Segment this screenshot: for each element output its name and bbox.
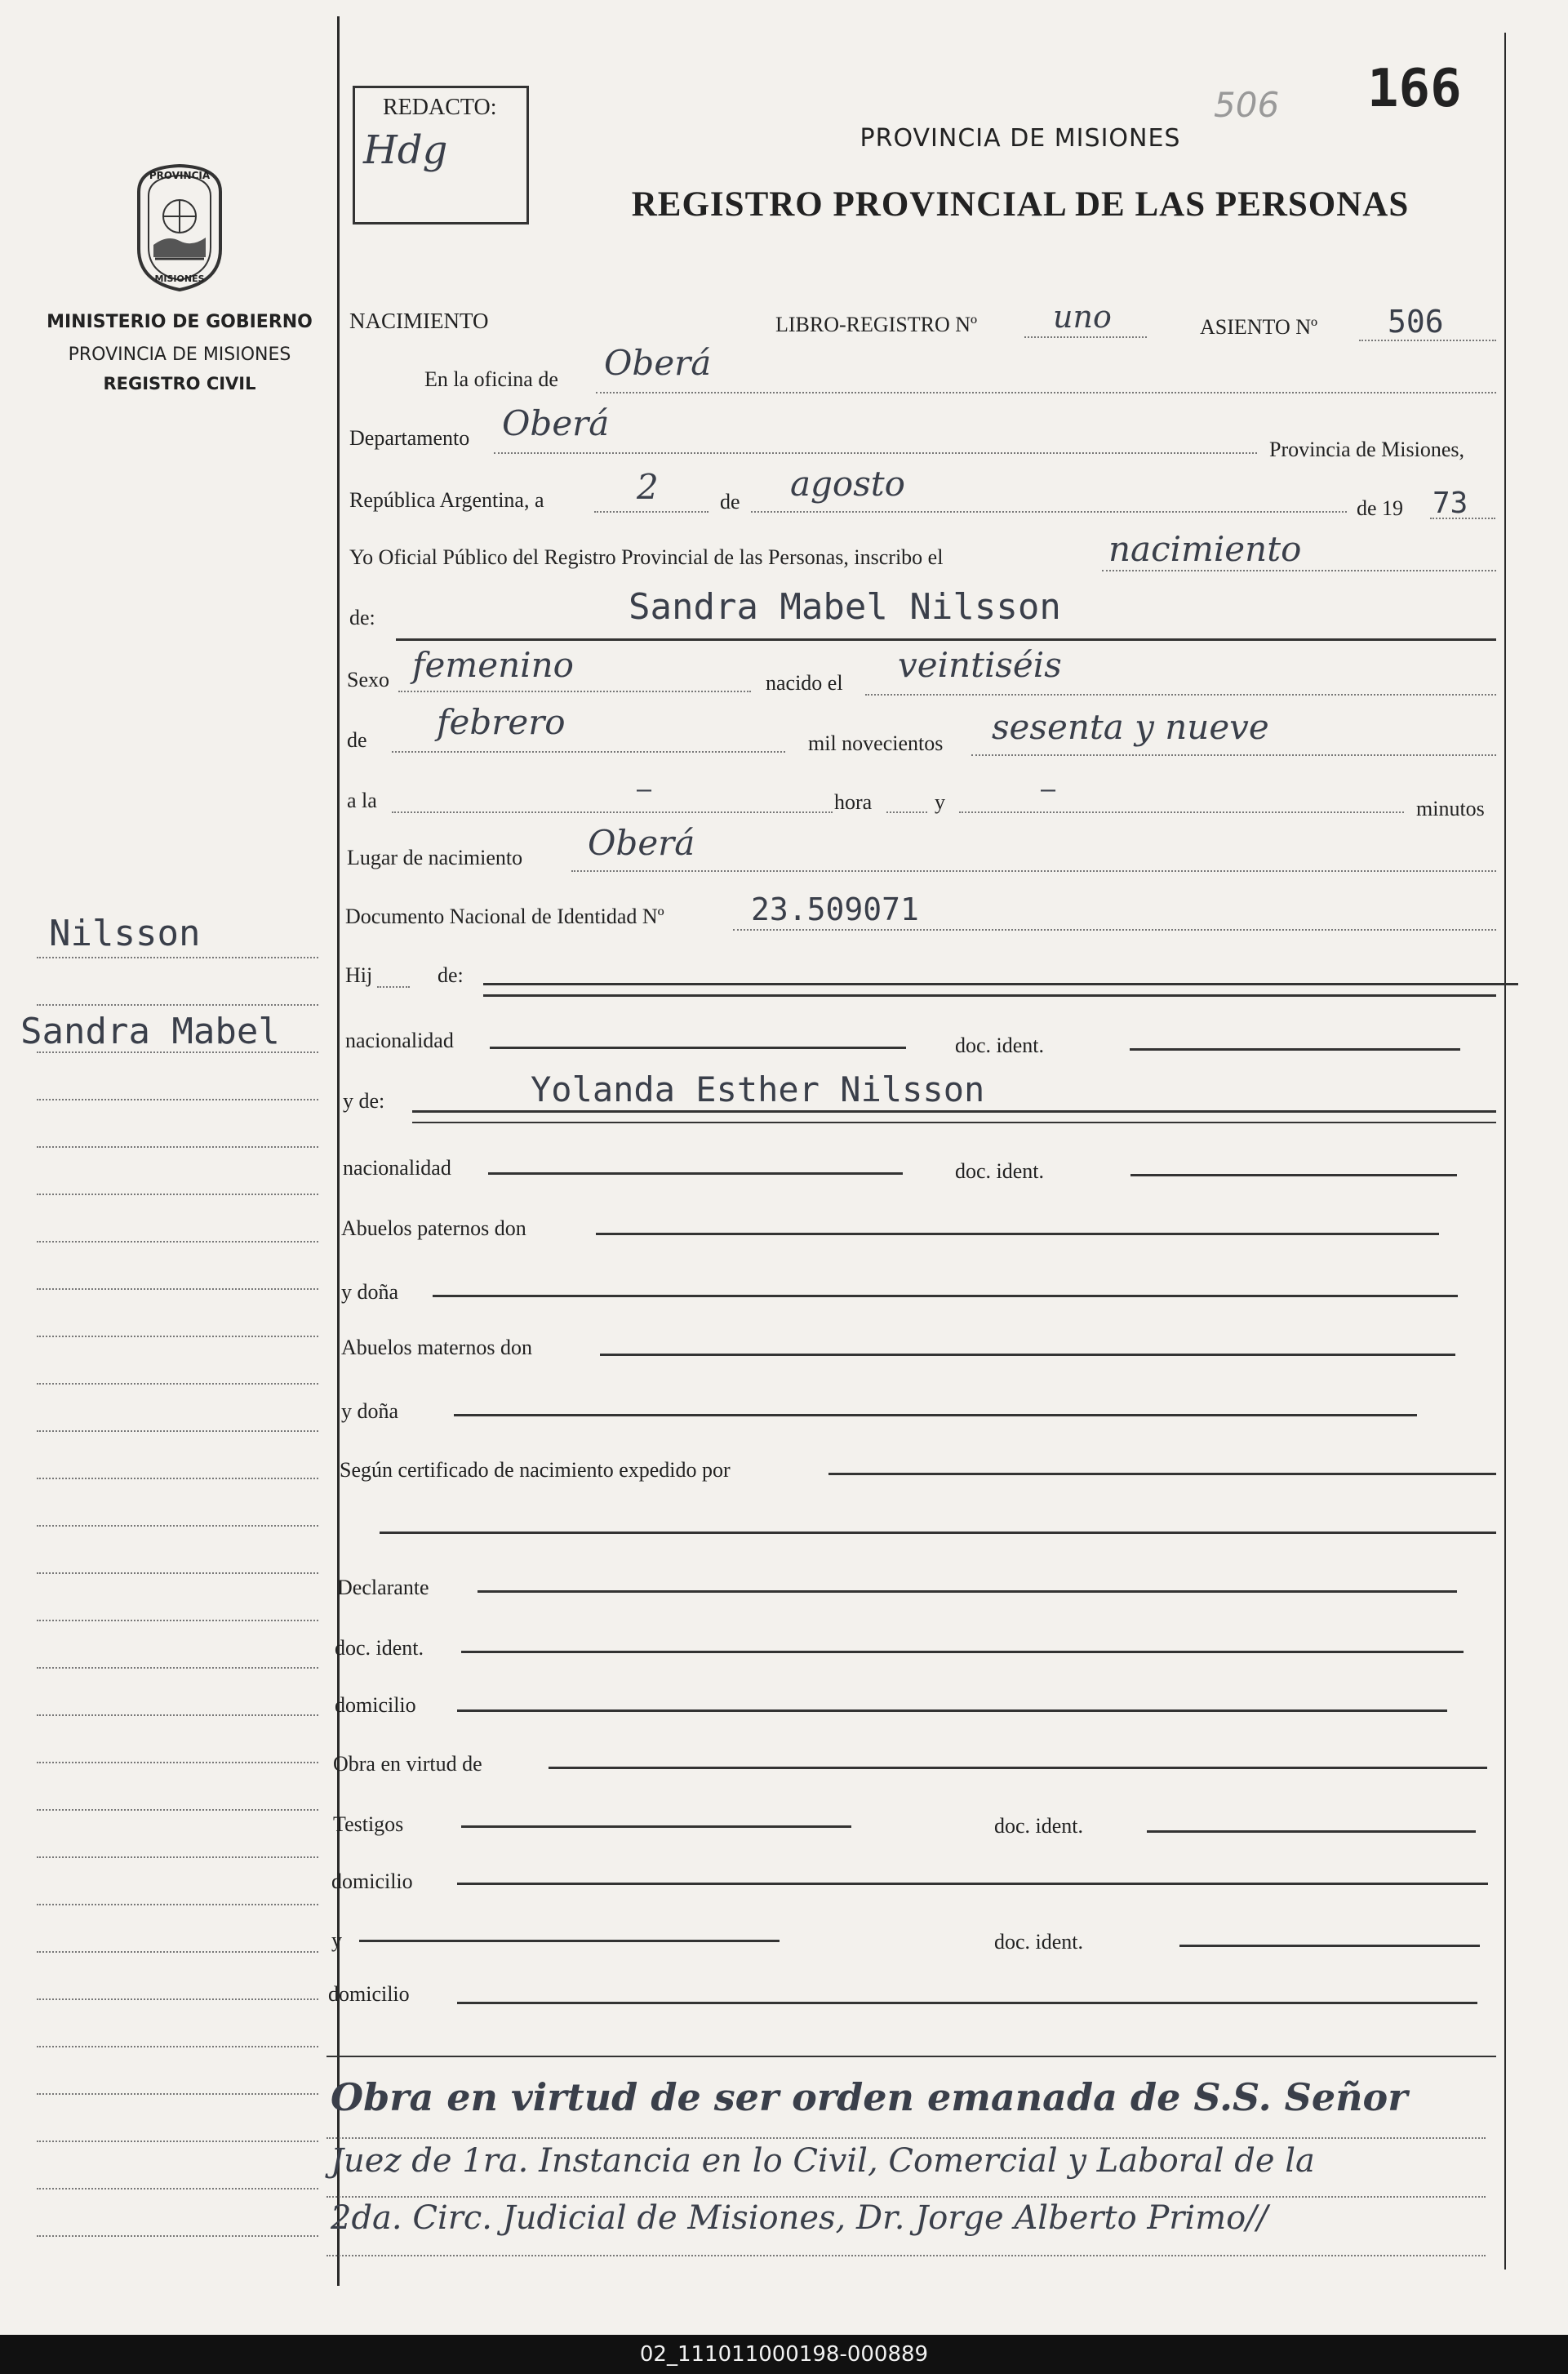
oficina-line [596, 392, 1496, 393]
domicilio2-line [457, 1883, 1488, 1885]
hij-label: Hij [345, 963, 373, 987]
abuelos-pat-line [596, 1233, 1439, 1235]
doc-ident-label: doc. ident. [955, 1034, 1045, 1057]
divider-line [326, 2056, 1496, 2057]
note-line-3: 2da. Circ. Judicial de Misiones, Dr. Jorge Alberto Primo// [331, 2199, 1268, 2237]
day-value: 2 [637, 467, 659, 507]
note-rule-3 [326, 2255, 1486, 2256]
redacto-signature: Hdg [363, 127, 448, 173]
margin-dotted-line [37, 1667, 318, 1669]
libro-value: uno [1053, 299, 1112, 335]
year-label: de 19 [1357, 496, 1404, 520]
republica-label: República Argentina, a [349, 488, 544, 512]
hora-label: hora [834, 790, 873, 814]
lugar-line [571, 870, 1496, 872]
margin-dotted-line [37, 1904, 318, 1905]
margin-dotted-line [37, 1099, 318, 1100]
note-rule-1 [326, 2137, 1486, 2139]
ydona2-label: y doña [341, 1399, 399, 1423]
seal-text-bottom: MISIONES [154, 273, 205, 284]
de2-label: de [347, 728, 367, 752]
de-label: de [720, 490, 740, 513]
obra-label: Obra en virtud de [333, 1752, 482, 1776]
doc-test-line [1147, 1830, 1476, 1833]
departamento-line [494, 452, 1257, 454]
registry-title: REGISTRO PROVINCIAL DE LAS PERSONAS [631, 185, 1410, 224]
anio-nac-value: sesenta y nueve [992, 707, 1269, 747]
min-line [959, 811, 1404, 813]
ydona1-label: y doña [341, 1280, 399, 1304]
margin-dotted-line [37, 1572, 318, 1574]
domicilio2-label: domicilio [331, 1869, 413, 1893]
nacionalidad-label: nacionalidad [345, 1029, 454, 1052]
doc-test2-label: doc. ident. [994, 1930, 1084, 1954]
nacionalidad-line [490, 1047, 906, 1049]
page-number: 166 [1367, 59, 1462, 119]
madre-line [412, 1110, 1496, 1113]
margin-dotted-line [37, 1951, 318, 1953]
nacimiento-label: NACIMIENTO [349, 309, 489, 333]
civil-registry-label: REGISTRO CIVIL [103, 374, 256, 393]
declarante-line [478, 1590, 1457, 1593]
domicilio3-line [457, 2002, 1477, 2004]
departamento-label: Departamento [349, 426, 470, 450]
margin-dotted-line [37, 1194, 318, 1195]
oficial-line [1102, 570, 1496, 571]
margin-dotted-line [37, 1620, 318, 1621]
pencil-number: 506 [1214, 85, 1280, 125]
mes-nac-line [392, 751, 785, 753]
margin-dotted-line [37, 1004, 318, 1006]
margin-dotted-line [37, 1856, 318, 1858]
obra-line [549, 1767, 1487, 1769]
segun-label: Según certificado de nacimiento expedido por [340, 1458, 731, 1482]
mes-nac-value: febrero [437, 702, 566, 742]
provincia-label: Provincia de Misiones, [1269, 438, 1465, 461]
margin-dotted-line [37, 1714, 318, 1716]
y-label: y [935, 790, 945, 814]
minutos-label: minutos [1416, 797, 1485, 820]
domicilio1-label: domicilio [335, 1693, 416, 1717]
hora-line [392, 811, 833, 813]
asiento-label: ASIENTO Nº [1200, 315, 1318, 339]
doc-test-label: doc. ident. [994, 1814, 1084, 1838]
min-value: — [1041, 776, 1056, 804]
doc-decl-line [461, 1651, 1464, 1653]
month-value: agosto [790, 464, 905, 504]
redacto-label: REDACTO: [383, 95, 497, 120]
sexo-label: Sexo [347, 668, 389, 691]
anio-nac-line [971, 754, 1496, 756]
margin-dotted-line [37, 1336, 318, 1337]
nacido-line [865, 694, 1496, 696]
ydona1-line [433, 1295, 1458, 1297]
padre-line [483, 983, 1518, 985]
asiento-line [1359, 340, 1496, 341]
redacto-box [353, 86, 529, 225]
right-margin-rule [1504, 33, 1506, 2270]
segun-line-2 [380, 1532, 1496, 1534]
oficial-value: nacimiento [1108, 529, 1302, 569]
seal-text-top: PROVINCIA [149, 170, 211, 181]
margin-dotted-line [37, 2046, 318, 2047]
yde-label: y de: [343, 1089, 385, 1113]
margin-dotted-line [37, 1478, 318, 1479]
province-title: PROVINCIA DE MISIONES [860, 124, 1181, 153]
file-id: 02_111011000198-000889 [639, 2342, 929, 2367]
domicilio1-line [457, 1709, 1447, 1712]
abuelos-pat-label: Abuelos paternos don [341, 1216, 526, 1240]
testigo2-line [359, 1940, 780, 1942]
margin-dotted-line [37, 1762, 318, 1763]
doc-ident-line [1130, 1048, 1460, 1051]
margin-dotted-line [37, 1809, 318, 1811]
abuelos-mat-label: Abuelos maternos don [341, 1336, 532, 1359]
padre-line-2 [483, 994, 1496, 997]
madre-line-2 [412, 1122, 1496, 1123]
libro-label: LIBRO-REGISTRO Nº [775, 313, 978, 336]
nacido-label: nacido el [766, 671, 843, 695]
oficina-label: En la oficina de [424, 367, 558, 391]
libro-line [1024, 336, 1147, 338]
persona-line [396, 638, 1496, 641]
month-line [751, 511, 1347, 513]
oficial-label: Yo Oficial Público del Registro Provincial de las Personas, inscribo el [349, 545, 944, 569]
note-line-2: Juez de 1ra. Instancia en lo Civil, Comercial y Laboral de la [331, 2142, 1315, 2180]
lugar-label: Lugar de nacimiento [347, 846, 523, 869]
margin-dotted-line [37, 1146, 318, 1148]
margin-dotted-line [37, 1241, 318, 1243]
doc-ident2-label: doc. ident. [955, 1159, 1045, 1183]
sexo-line [398, 691, 751, 692]
day-line [594, 511, 708, 513]
abuelos-mat-line [600, 1354, 1455, 1356]
nacionalidad2-label: nacionalidad [343, 1156, 451, 1180]
doc-test2-line [1179, 1945, 1480, 1947]
ala-label: a la [347, 789, 377, 812]
province-label: PROVINCIA DE MISIONES [68, 345, 291, 365]
nacido-value: veintiséis [898, 645, 1062, 685]
margin-dotted-line [37, 2093, 318, 2095]
margin-dotted-line [37, 957, 318, 958]
departamento-value: Oberá [502, 403, 610, 443]
margin-dotted-line [37, 1998, 318, 2000]
margin-names: Sandra Mabel [20, 1011, 280, 1052]
doc-ident2-line [1130, 1174, 1457, 1176]
margin-dotted-line [37, 1051, 318, 1053]
hora-suffix-line [886, 811, 927, 813]
dni-value: 23.509071 [751, 891, 919, 927]
asiento-value: 506 [1388, 304, 1444, 340]
segun-line [828, 1473, 1496, 1475]
note-rule-2 [326, 2196, 1486, 2198]
margin-dotted-line [37, 1430, 318, 1432]
margin-dotted-line [37, 1288, 318, 1290]
ministry-label: MINISTERIO DE GOBIERNO [47, 312, 313, 332]
year-value: 73 [1433, 487, 1468, 520]
dni-label: Documento Nacional de Identidad Nº [345, 905, 664, 928]
madre-value: Yolanda Esther Nilsson [531, 1069, 985, 1109]
margin-dotted-line [37, 2141, 318, 2142]
nacionalidad2-line [488, 1172, 903, 1175]
persona-value: Sandra Mabel Nilsson [629, 586, 1061, 628]
margin-dotted-line [37, 2188, 318, 2190]
declarante-label: Declarante [337, 1576, 429, 1599]
margin-dotted-line [37, 2235, 318, 2237]
file-id-bar [0, 2335, 1568, 2374]
hij-suffix-line [377, 986, 410, 988]
note-line-1: Obra en virtud de ser orden emanada de S.S. Señor [331, 2075, 1408, 2119]
margin-dotted-line [37, 1383, 318, 1385]
doc-decl-label: doc. ident. [335, 1636, 424, 1660]
sexo-value: femenino [412, 645, 574, 685]
hora-value: — [637, 776, 652, 804]
ydona2-line [454, 1414, 1417, 1416]
testigos-label: Testigos [333, 1812, 404, 1836]
domicilio3-label: domicilio [328, 1982, 410, 2006]
mil-label: mil novecientos [808, 731, 944, 755]
lugar-value: Oberá [588, 823, 695, 863]
de-persona-label: de: [349, 606, 375, 629]
oficina-value: Oberá [604, 343, 712, 383]
dni-line [733, 929, 1496, 931]
margin-surname: Nilsson [49, 913, 201, 954]
testigos-line [461, 1825, 851, 1828]
margin-dotted-line [37, 1525, 318, 1527]
hij-de-label: de: [438, 963, 464, 987]
y2-label: y [331, 1928, 342, 1952]
